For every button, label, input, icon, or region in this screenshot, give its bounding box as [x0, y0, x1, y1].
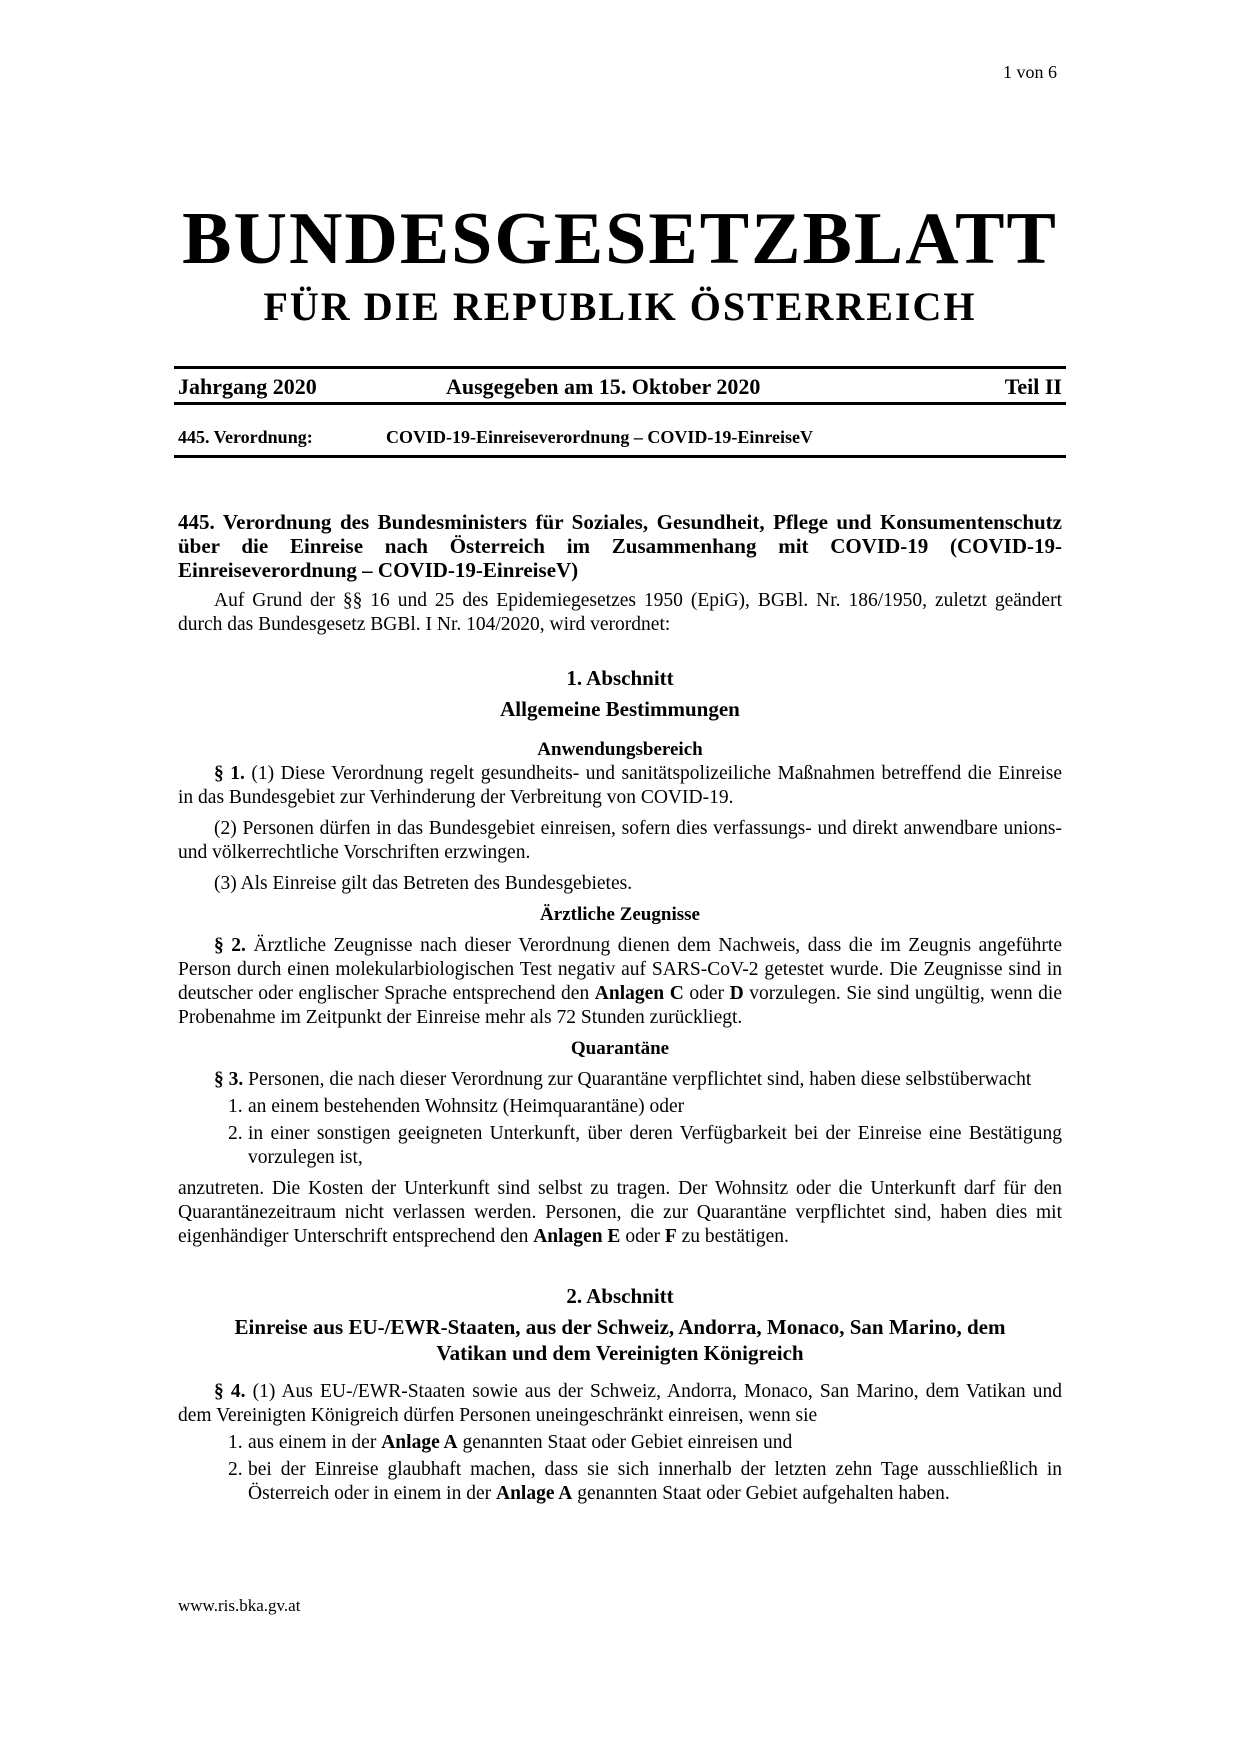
issue-year: Jahrgang 2020: [178, 374, 317, 399]
list-item-number: 2.: [228, 1459, 243, 1480]
annex-ref-d: D: [729, 983, 744, 1004]
paragraph-1-abs-1-text: (1) Diese Verordnung regelt gesundheits- und sanitätspolizeiliche Maßnahmen betreffend die Einreise in das Bundesgebiet zur Verhinderung der Verbreitung von COVID-19.: [178, 763, 1062, 808]
annex-ref-e: Anlagen E: [533, 1226, 621, 1247]
ordinance-number: 445. Verordnung:: [178, 427, 313, 447]
paragraph-1-abs-1: [178, 762, 1062, 810]
paragraph-4-intro: [178, 1380, 1062, 1428]
list-item-text-a: bei der Einreise glaubhaft machen, dass sie sich innerhalb der letzten zehn Tage ausschließlich in Österreich oder in einem in der: [248, 1459, 1062, 1504]
preamble: Auf Grund der §§ 16 und 25 des Epidemiegesetzes 1950 (EpiG), BGBl. Nr. 186/1950, zuletzt geändert durch das Bundesgesetz BGBl. I Nr. 104/2020, wird verordnet:: [178, 590, 1062, 635]
list-item: [178, 1431, 1062, 1455]
paragraph-1-heading: Anwendungsbereich: [537, 739, 703, 760]
list-item-text-b: genannten Staat oder Gebiet einreisen und: [457, 1432, 793, 1453]
issue-date: Ausgegeben am 15. Oktober 2020: [446, 374, 761, 399]
section-2-number: 2. Abschnitt: [566, 1284, 674, 1308]
list-item-number: 1.: [228, 1096, 243, 1117]
list-item-text: an einem bestehenden Wohnsitz (Heimquarantäne) oder: [248, 1096, 685, 1117]
paragraph-3-intro-text: Personen, die nach dieser Verordnung zur Quarantäne verpflichtet sind, haben diese selbstüberwacht: [243, 1069, 1032, 1090]
paragraph-1-label: § 1.: [214, 763, 245, 784]
paragraph-2-heading: Ärztliche Zeugnisse: [540, 904, 700, 925]
list-item: [178, 1458, 1062, 1506]
list-item-number: 1.: [228, 1432, 243, 1453]
paragraph-3-outro-c: zu bestätigen.: [676, 1226, 789, 1247]
footer-url[interactable]: www.ris.bka.gv.at: [178, 1596, 301, 1615]
list-item: [178, 1095, 1062, 1119]
paragraph-3-outro-a: anzutreten. Die Kosten der Unterkunft sind selbst zu tragen. Der Wohnsitz oder die Unterkunft darf für den Quarantänezeitraum nicht verlassen werden. Personen, die zur Quarantäne verpflichtet sind, haben dies mit eigenhändiger Unterschrift entsprechend den: [178, 1178, 1062, 1247]
issue-part: Teil II: [1004, 374, 1062, 399]
divider-middle: [174, 402, 1066, 405]
paragraph-1-abs-3: (3) Als Einreise gilt das Betreten des Bundesgebietes.: [214, 873, 633, 894]
document-title: 445. Verordnung des Bundesministers für Soziales, Gesundheit, Pflege und Konsumentenschutz über die Einreise nach Österreich im Zusammenhang mit COVID-19 (COVID-19-Einreiseverordnung – COVID-19-EinreiseV): [178, 510, 1062, 582]
annex-ref-f: F: [664, 1226, 677, 1247]
paragraph-2-text: [178, 934, 1062, 1030]
section-2-title: Einreise aus EU-/EWR-Staaten, aus der Schweiz, Andorra, Monaco, San Marino, dem Vatikan und dem Vereinigten Königreich: [234, 1315, 1006, 1365]
ordinance-name: COVID-19-Einreiseverordnung – COVID-19-EinreiseV: [386, 427, 813, 447]
divider-top: [174, 366, 1066, 369]
paragraph-2-text-b: oder: [683, 983, 730, 1004]
divider-bottom: [174, 455, 1066, 458]
list-item-text-b: genannten Staat oder Gebiet aufgehalten haben.: [572, 1483, 950, 1504]
paragraph-2-text-c: vorzulegen. Sie sind ungültig, wenn die Probenahme im Zeitpunkt der Einreise mehr als 72 Stunden zurückliegt.: [178, 983, 1062, 1028]
paragraph-2-text-a: Ärztliche Zeugnisse nach dieser Verordnung dienen dem Nachweis, dass die im Zeugnis angeführte Person durch einen molekularbiologischen Test negativ auf SARS-CoV-2 getestet wurde. Die Zeugnisse sind in deutscher oder englischer Sprache entsprechend den: [178, 935, 1062, 1004]
list-item-text-a: aus einem in der: [248, 1432, 382, 1453]
document-body: [178, 510, 1062, 1506]
paragraph-3-outro: [178, 1177, 1062, 1249]
section-1-number: 1. Abschnitt: [566, 666, 674, 690]
paragraph-3-intro: [178, 1068, 1062, 1092]
paragraph-1-abs-2: (2) Personen dürfen in das Bundesgebiet einreisen, sofern dies verfassungs- und direkt anwendbare unions- und völkerrechtliche Vorschriften erzwingen.: [178, 818, 1062, 863]
paragraph-2-label: § 2.: [214, 935, 246, 956]
list-item: [178, 1122, 1062, 1170]
paragraph-3-list: [178, 1095, 1062, 1170]
paragraph-4-intro-text: (1) Aus EU-/EWR-Staaten sowie aus der Schweiz, Andorra, Monaco, San Marino, dem Vatikan und dem Vereinigten Königreich dürfen Personen uneingeschränkt einreisen, wenn sie: [178, 1381, 1063, 1426]
page-number: 1 von 6: [1003, 62, 1057, 82]
paragraph-3-outro-b: oder: [620, 1226, 665, 1247]
annex-ref-c: Anlagen C: [594, 983, 684, 1004]
section-1-title: Allgemeine Bestimmungen: [500, 697, 740, 721]
list-item-number: 2.: [228, 1123, 243, 1144]
paragraph-3-label: § 3.: [214, 1069, 244, 1090]
masthead-subtitle: FÜR DIE REPUBLIK ÖSTERREICH: [263, 284, 977, 329]
paragraph-3-heading: Quarantäne: [570, 1038, 670, 1059]
annex-ref-a: Anlage A: [496, 1483, 573, 1504]
annex-ref-a: Anlage A: [381, 1432, 458, 1453]
paragraph-4-label: § 4.: [214, 1381, 246, 1402]
list-item-text: in einer sonstigen geeigneten Unterkunft, über deren Verfügbarkeit bei der Einreise eine Bestätigung vorzulegen ist,: [248, 1123, 1062, 1168]
paragraph-4-list: [178, 1431, 1062, 1506]
masthead-title: BUNDESGESETZBLATT: [182, 198, 1058, 280]
